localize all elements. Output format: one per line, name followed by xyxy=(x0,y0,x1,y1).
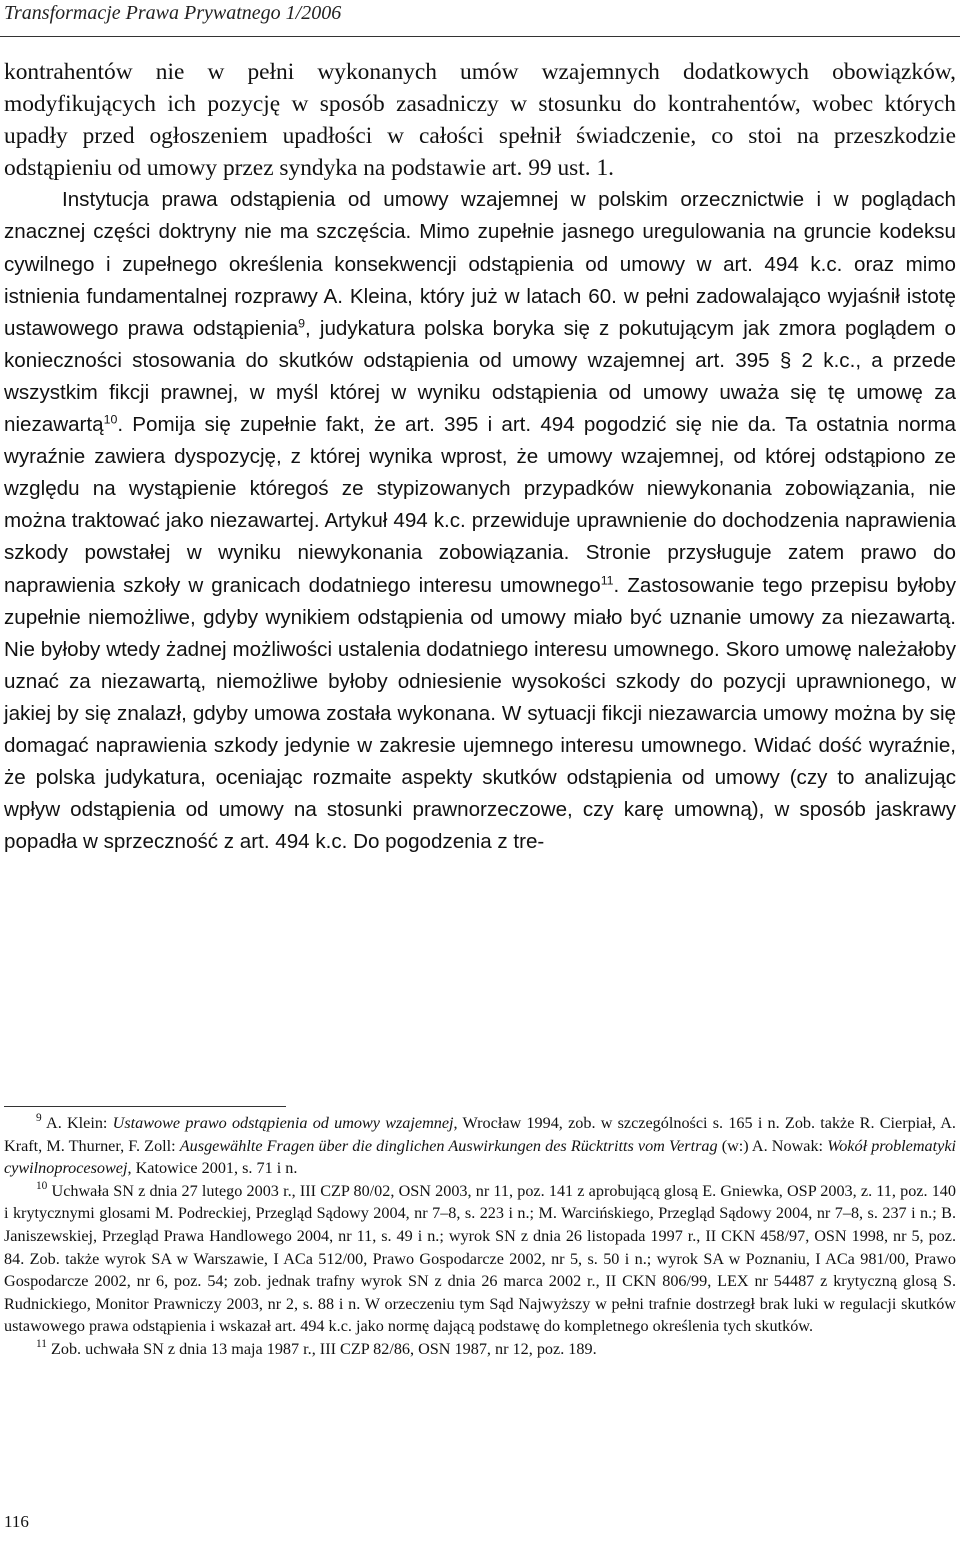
paragraph-1 xyxy=(4,56,956,184)
main-text xyxy=(4,56,956,858)
paragraph-2-text-d: . Pomija się zupełnie fakt, że art. 395 i art. 494 pogodzić się nie da. Ta ostatnia norma wyraźnie zawiera dyspozycję, z której wynika wprost, że umowy wzajemnej, od której odstąpiono ze względu na wystąpienie któregoś ze stypizowanych przypadków niewykonania zobowiązania, nie można traktować jako niezawartej. Artykuł 494 k.c. przewiduje uprawnienie do dochodzenia naprawienia szkody powstałej w wyniku niewykonania zobowiązania. Stronie przysługuje zatem prawo do naprawienia szkoły w granicach dodatniego interesu umownego xyxy=(4,413,956,597)
paragraph-2-text-c: , judykatura polska boryka się z pokutującym jak zmora poglądem o konieczności stosowania do skutków odstąpienia od umowy wzajemnej art. 395 § 2 k.c., a przede wszystkim fikcji prawnej, w myśl której w wyniku odstąpienia od umowy uważa się tę umowę za niezawartą xyxy=(4,316,957,437)
footnote-9-text-c: (w:) A. Nowak: xyxy=(717,1136,828,1155)
header-rule xyxy=(0,36,960,37)
footnote-11-number: 11 xyxy=(36,1338,47,1351)
footnote-9-title-3: Wokół problematyki cywilnoprocesowej xyxy=(4,1136,957,1178)
footnote-9-text-d: , Katowice 2001, s. 71 i n. xyxy=(127,1159,298,1178)
page-number: 116 xyxy=(4,1512,29,1531)
footnote-ref-11: 11 xyxy=(600,573,614,588)
running-header-title: Transformacje Prawa Prywatnego 1/2006 xyxy=(4,2,342,24)
paragraph-2-text-b: Mimo zupełnie jasnego uregulowania na gruncie kodeksu cywilnego i zupełnego określenia konsekwencji odstąpienia od umowy w art. 494 k.c. oraz mimo istnienia fundamentalnej rozprawy A. Kleina, który już w latach 60. w pełni zadowalająco wyjaśnił istotę ustawowego prawa odstąpienia xyxy=(4,220,956,340)
paragraph-2 xyxy=(4,184,956,858)
footnote-9 xyxy=(4,1112,956,1180)
footnote-9-title-1: Ustawowe prawo odstąpienia od umowy wzajemnej xyxy=(112,1114,454,1132)
footnote-9-number: 9 xyxy=(36,1112,42,1125)
footnote-ref-9: 9 xyxy=(298,316,306,331)
footnote-9-title-2: Ausgewählte Fragen über die dinglichen Auswirkungen des Rücktritts vom Vertrag xyxy=(179,1136,718,1155)
footnote-11 xyxy=(4,1338,956,1361)
paragraph-1-text: kontrahentów nie w pełni wykonanych umów wzajemnych dodatkowych obowiązków, modyfikujących ich pozycję w sposób zasadniczy w stosunku do kontrahentów, wobec których upadły przed ogłoszeniem upadłości w całości spełnił świadczenie, co stoi na przeszkodzie odstąpieniu od umowy przez syndyka na podstawie art. 99 ust. 1. xyxy=(4,59,956,182)
paragraph-2-text: Instytucja prawa odstąpienia od umowy wzajemnej w polskim orzecznictwie i w poglądach znacznej części doktryny nie ma szczęścia. xyxy=(4,188,956,244)
footnote-separator xyxy=(4,1106,286,1107)
footnote-ref-10: 10 xyxy=(103,412,118,427)
footnote-10-number: 10 xyxy=(36,1179,48,1192)
footnote-11-text: Zob. uchwała SN z dnia 13 maja 1987 r., III CZP 82/86, OSN 1987, nr 12, poz. 189. xyxy=(46,1339,597,1358)
footnote-9-text-b: , Wrocław 1994, zob. w szczególności s. 165 i n. Zob. także R. Cierpiał, A. Kraft, M. Thurner, F. Zoll: xyxy=(4,1114,956,1155)
paragraph-2-text-e: . Zastosowanie tego przepisu byłoby zupełnie niemożliwe, gdyby wynikiem odstąpienia od umowy miało być uznanie umowy za niezawartą. Nie byłoby wtedy żadnej możliwości ustalenia dodatniego interesu umownego. Skoro umowę należałoby uznać za niezawartą, niemożliwe byłoby odniesienie wysokości szkody do pozycji uprawnionego, w jakiej by się znalazł, gdyby umowa została wykonana. W sytuacji fikcji niezawarcia umowy można by się domagać naprawienia szkody jedynie w zakresie ujemnego interesu umownego. Widać dość wyraźnie, że polska judykatura, oceniając rozmaite aspekty skutków odstąpienia od umowy (czy to analizując wpływ odstąpienia od umowy na stosunki prawnorzeczowe, czy karę umowną), w sposób jaskrawy popadła w sprzeczność z art. 494 k.c. Do pogodzenia z tre- xyxy=(4,573,956,854)
footnote-10-text: Uchwała SN z dnia 27 lutego 2003 r., III CZP 80/02, OSN 2003, nr 11, poz. 141 z aprobującą glosą E. Gniewka, OSP 2003, z. 11, poz. 140 i krytycznymi glosami M. Podreckiej, Przegląd Sądowy 2004, nr 7–8, s. 223 i n.; M. Warcińskiego, Przegląd Sądowy 2004, nr 7–8, s. 237 i n.; B. Janiszewskiej, Przegląd Prawa Handlowego 2004, nr 11, s. 49 i n.; wyrok SN z dnia 26 listopada 1997 r., II CKN 458/97, OSN 1998, nr 5, poz. 84. Zob. także wyrok SA w Warszawie, I ACa 512/00, Prawo Gospodarcze 2002, nr 5, s. 50 i n.; wyrok SA w Poznaniu, I ACa 981/00, Prawo Gospodarcze 2002, nr 6, poz. 54; zob. jednak trafny wyrok SN z dnia 26 marca 2002 r., II CKN 806/99, LEX nr 54487 z krytyczną glosą S. Rudnickiego, Monitor Prawniczy 2003, nr 2, s. 88 i n. W orzeczeniu tym Sąd Najwyższy w pełni trafnie dostrzegł brak luki w regulacji skutków ustawowego prawa odstąpienia i wskazał art. 494 k.c. jako normę dającą podstawę do kompletnego określenia tych skutków. xyxy=(4,1181,956,1336)
footnote-9-text-a: A. Klein: xyxy=(41,1114,113,1132)
footnote-10 xyxy=(4,1180,956,1338)
footnotes xyxy=(4,1112,956,1361)
